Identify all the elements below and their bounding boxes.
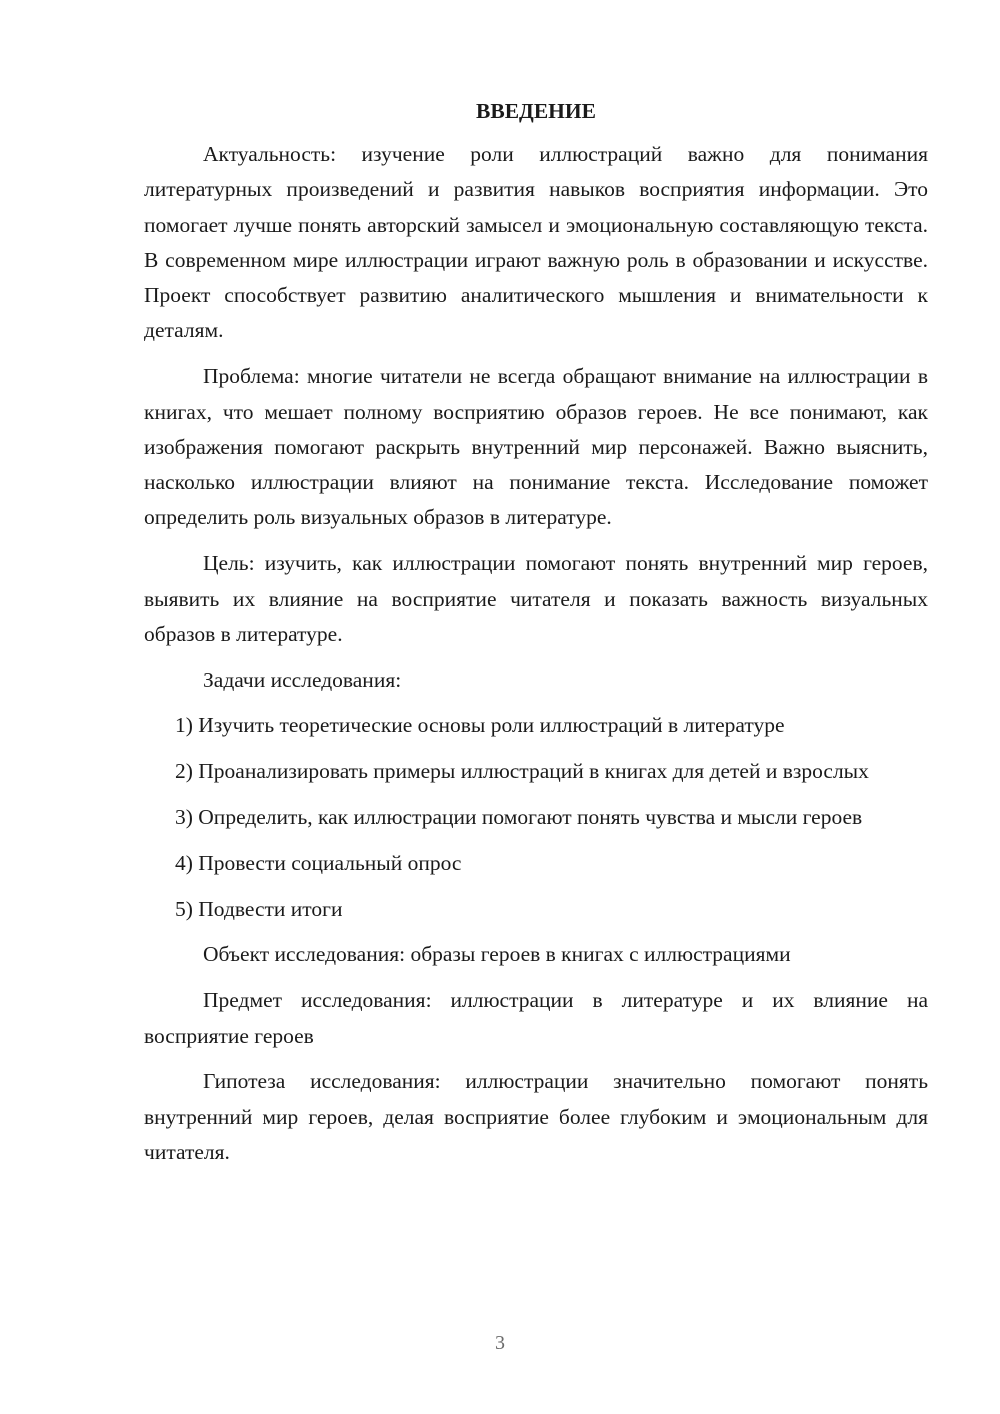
paragraph-hypothesis: Гипотеза исследования: иллюстрации значительно помогают понять внутренний мир героев, делая восприятие более глубоким и эмоциональным для читателя. xyxy=(144,1069,928,1164)
paragraph-subject: Предмет исследования: иллюстрации в литературе и их влияние на восприятие героев xyxy=(144,988,928,1048)
task-item-2: 2) Проанализировать примеры иллюстраций в книгах для детей и взрослых xyxy=(175,759,869,784)
section-heading: ВВЕДЕНИЕ xyxy=(476,99,596,123)
paragraph-goal: Цель: изучить, как иллюстрации помогают понять внутренний мир героев, выявить их влияние на восприятие читателя и показать важность визуальных образов в литературе. xyxy=(144,551,928,646)
page-number: 3 xyxy=(495,1332,505,1354)
task-item-1: 1) Изучить теоретические основы роли иллюстраций в литературе xyxy=(175,713,785,738)
document-page xyxy=(144,95,928,1181)
paragraph-problem: Проблема: многие читатели не всегда обращают внимание на иллюстрации в книгах, что мешает полному восприятию образов героев. Не все понимают, как изображения помогают раскрыть внутренний мир персонажей. Важно выяснить, насколько иллюстрации влияют на понимание текста. Исследование поможет определить роль визуальных образов в литературе. xyxy=(144,364,928,530)
tasks-title: Задачи исследования: xyxy=(203,667,402,692)
paragraph-relevance: Актуальность: изучение роли иллюстраций важно для понимания литературных произведений и развития навыков восприятия информации. Это помогает лучше понять авторский замысел и эмоциональную составляющую текста. В современном мире иллюстрации играют важную роль в образовании и искусстве. Проект способствует развитию аналитического мышления и внимательности к деталям. xyxy=(144,142,928,343)
task-item-3: 3) Определить, как иллюстрации помогают понять чувства и мысли героев xyxy=(175,805,863,830)
task-item-4: 4) Провести социальный опрос xyxy=(175,850,462,875)
paragraph-object: Объект исследования: образы героев в книгах с иллюстрациями xyxy=(203,942,791,967)
task-item-5: 5) Подвести итоги xyxy=(175,896,343,921)
